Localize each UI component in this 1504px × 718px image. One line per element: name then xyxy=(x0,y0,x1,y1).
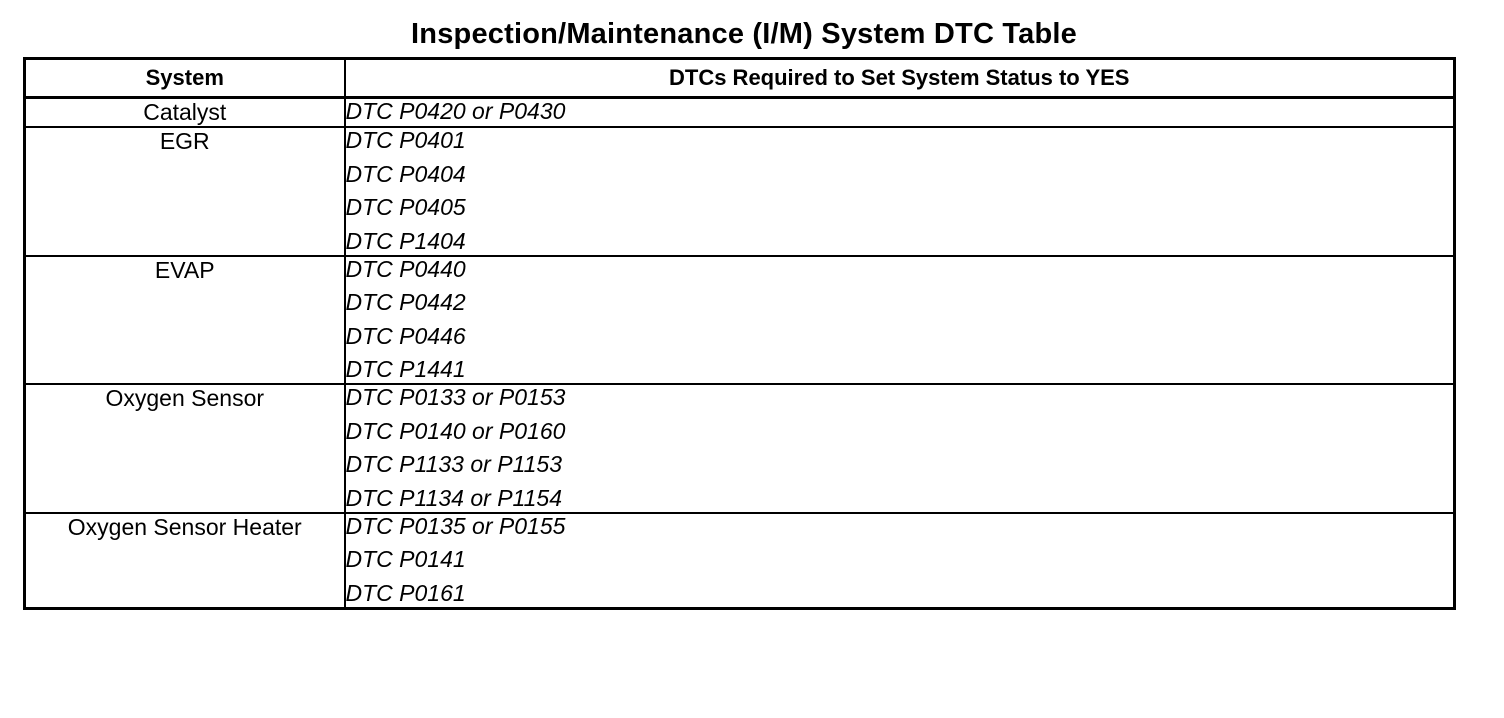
dtc-list-cell xyxy=(345,127,1455,256)
dtc-code: DTC P0404 xyxy=(345,160,466,187)
dtc-code: DTC P0401 xyxy=(345,127,466,153)
table-header-row xyxy=(25,59,1455,98)
table-row xyxy=(25,256,1455,385)
dtc-code: DTC P1441 xyxy=(345,356,466,382)
table-row xyxy=(25,384,1455,513)
table-row xyxy=(25,98,1455,128)
dtc-code: DTC P0440 xyxy=(345,255,466,282)
system-cell: Oxygen Sensor xyxy=(25,384,345,513)
dtc-code: DTC P0420 or P0430 xyxy=(345,98,566,124)
dtc-code: DTC P0405 xyxy=(345,194,466,220)
dtc-code: DTC P1134 or P1154 xyxy=(345,484,562,511)
dtc-code: DTC P0140 or P0160 xyxy=(345,417,566,444)
system-cell: Oxygen Sensor Heater xyxy=(25,513,345,609)
system-cell: Catalyst xyxy=(25,98,345,128)
dtc-list-cell xyxy=(345,98,1455,128)
dtc-code: DTC P0442 xyxy=(345,289,466,315)
table-row xyxy=(25,127,1455,256)
dtc-table xyxy=(23,57,1456,610)
dtcs-column-header: DTCs Required to Set System Status to YES xyxy=(345,59,1455,98)
system-cell: EGR xyxy=(25,127,345,256)
dtc-list-cell xyxy=(345,384,1455,513)
dtc-code: DTC P1133 or P1153 xyxy=(345,451,562,477)
dtc-code: DTC P0446 xyxy=(345,322,466,349)
dtc-list-cell xyxy=(345,513,1455,609)
dtc-code: DTC P0161 xyxy=(345,579,466,606)
system-cell: EVAP xyxy=(25,256,345,385)
table-row xyxy=(25,513,1455,609)
dtc-code: DTC P0133 or P0153 xyxy=(345,384,566,410)
page-title: Inspection/Maintenance (I/M) System DTC Table xyxy=(411,18,1077,50)
dtc-code: DTC P1404 xyxy=(345,227,466,254)
dtc-list-cell xyxy=(345,256,1455,385)
dtc-code: DTC P0141 xyxy=(345,546,466,572)
dtc-code: DTC P0135 or P0155 xyxy=(345,512,566,539)
system-column-header: System xyxy=(25,59,345,98)
